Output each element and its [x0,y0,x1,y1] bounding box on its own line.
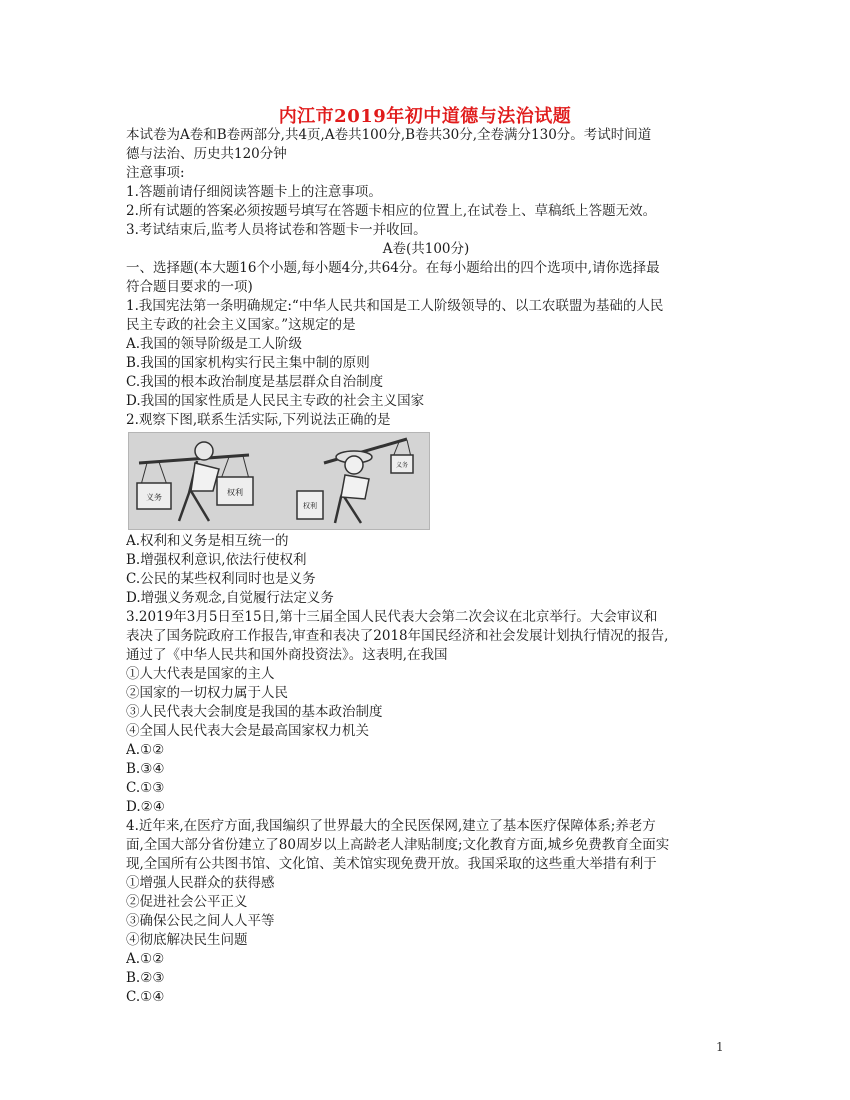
intro-line: 本试卷为A卷和B卷两部分,共4页,A卷共100分,B卷共30分,全卷满分130分。考试时间道 [126,127,652,143]
q3-option-b: B.③④ [126,761,165,777]
part-one-heading: 一、选择题(本大题16个小题,每小题4分,共64分。在每小题给出的四个选项中,请你选择最 [126,260,660,276]
basket-label: 义务 [146,493,162,502]
q2-option-d: D.增强义务观念,自觉履行法定义务 [126,590,334,606]
exam-content [126,126,726,1007]
q1-option-a: A.我国的领导阶级是工人阶级 [126,336,303,352]
q4-stem: 4.近年来,在医疗方面,我国编织了世界最大的全民医保网,建立了基本医疗保障体系;养老方 [126,818,656,834]
q3-statement: ④全国人民代表大会是最高国家权力机关 [126,723,369,739]
notice-item: 3.考试结束后,监考人员将试卷和答题卡一并收回。 [126,222,427,238]
q3-option-c: C.①③ [126,780,165,796]
intro-line: 德与法治、历史共120分钟 [126,146,287,162]
notice-heading: 注意事项: [126,165,185,181]
q4-statement: ④彻底解决民生问题 [126,932,248,948]
basket-label: 义务 [395,462,409,469]
q4-statement: ②促进社会公平正义 [126,894,248,910]
q4-option-a: A.①② [126,951,165,967]
q3-statement: ②国家的一切权力属于人民 [126,685,288,701]
q2-option-c: C.公民的某些权利同时也是义务 [126,571,316,587]
exam-title: 内江市2019年初中道德与法治试题 [278,106,572,127]
q3-stem: 通过了《中华人民共和国外商投资法》。这表明,在我国 [126,647,448,663]
section-a-heading: A卷(共100分) [382,241,470,257]
part-one-heading: 符合题目要求的一项) [126,279,253,295]
basket-label: 权利 [303,502,317,510]
q4-statement: ③确保公民之间人人平等 [126,913,275,929]
notice-item: 1.答题前请仔细阅读答题卡上的注意事项。 [126,184,382,200]
q3-statement: ③人民代表大会制度是我国的基本政治制度 [126,704,383,720]
cartoon-illustration [129,433,429,529]
q2-cartoon-image [128,432,430,530]
q1-option-c: C.我国的根本政治制度是基层群众自治制度 [126,374,384,390]
q3-stem: 表决了国务院政府工作报告,审查和表决了2018年国民经济和社会发展计划执行情况的报告, [126,628,669,644]
q4-option-b: B.②③ [126,970,165,986]
q2-option-a: A.权利和义务是相互统一的 [126,533,289,549]
q3-stem: 3.2019年3月5日至15日,第十三届全国人民代表大会第二次会议在北京举行。大会审议和 [126,609,658,625]
page-number: 1 [716,1040,724,1054]
q3-statement: ①人大代表是国家的主人 [126,666,275,682]
q1-stem: 民主专政的社会主义国家。”这规定的是 [126,317,356,333]
q3-option-d: D.②④ [126,799,165,815]
q3-option-a: A.①② [126,742,165,758]
q1-option-d: D.我国的国家性质是人民民主专政的社会主义国家 [126,393,425,409]
notice-item: 2.所有试题的答案必须按题号填写在答题卡相应的位置上,在试卷上、草稿纸上答题无效。 [126,203,657,219]
q4-statement: ①增强人民群众的获得感 [126,875,275,891]
basket-label: 权利 [227,488,243,497]
q4-stem: 面,全国大部分省份建立了80周岁以上高龄老人津贴制度;文化教育方面,城乡免费教育全面实 [126,837,670,853]
q4-stem: 现,全国所有公共图书馆、文化馆、美术馆实现免费开放。我国采取的这些重大举措有利于 [126,856,657,872]
q4-option-c: C.①④ [126,989,165,1005]
q2-option-b: B.增强权利意识,依法行使权利 [126,552,307,568]
q2-stem: 2.观察下图,联系生活实际,下列说法正确的是 [126,412,391,428]
q1-option-b: B.我国的国家机构实行民主集中制的原则 [126,355,370,371]
q1-stem: 1.我国宪法第一条明确规定:“中华人民共和国是工人阶级领导的、以工农联盟为基础的人民 [126,298,664,314]
